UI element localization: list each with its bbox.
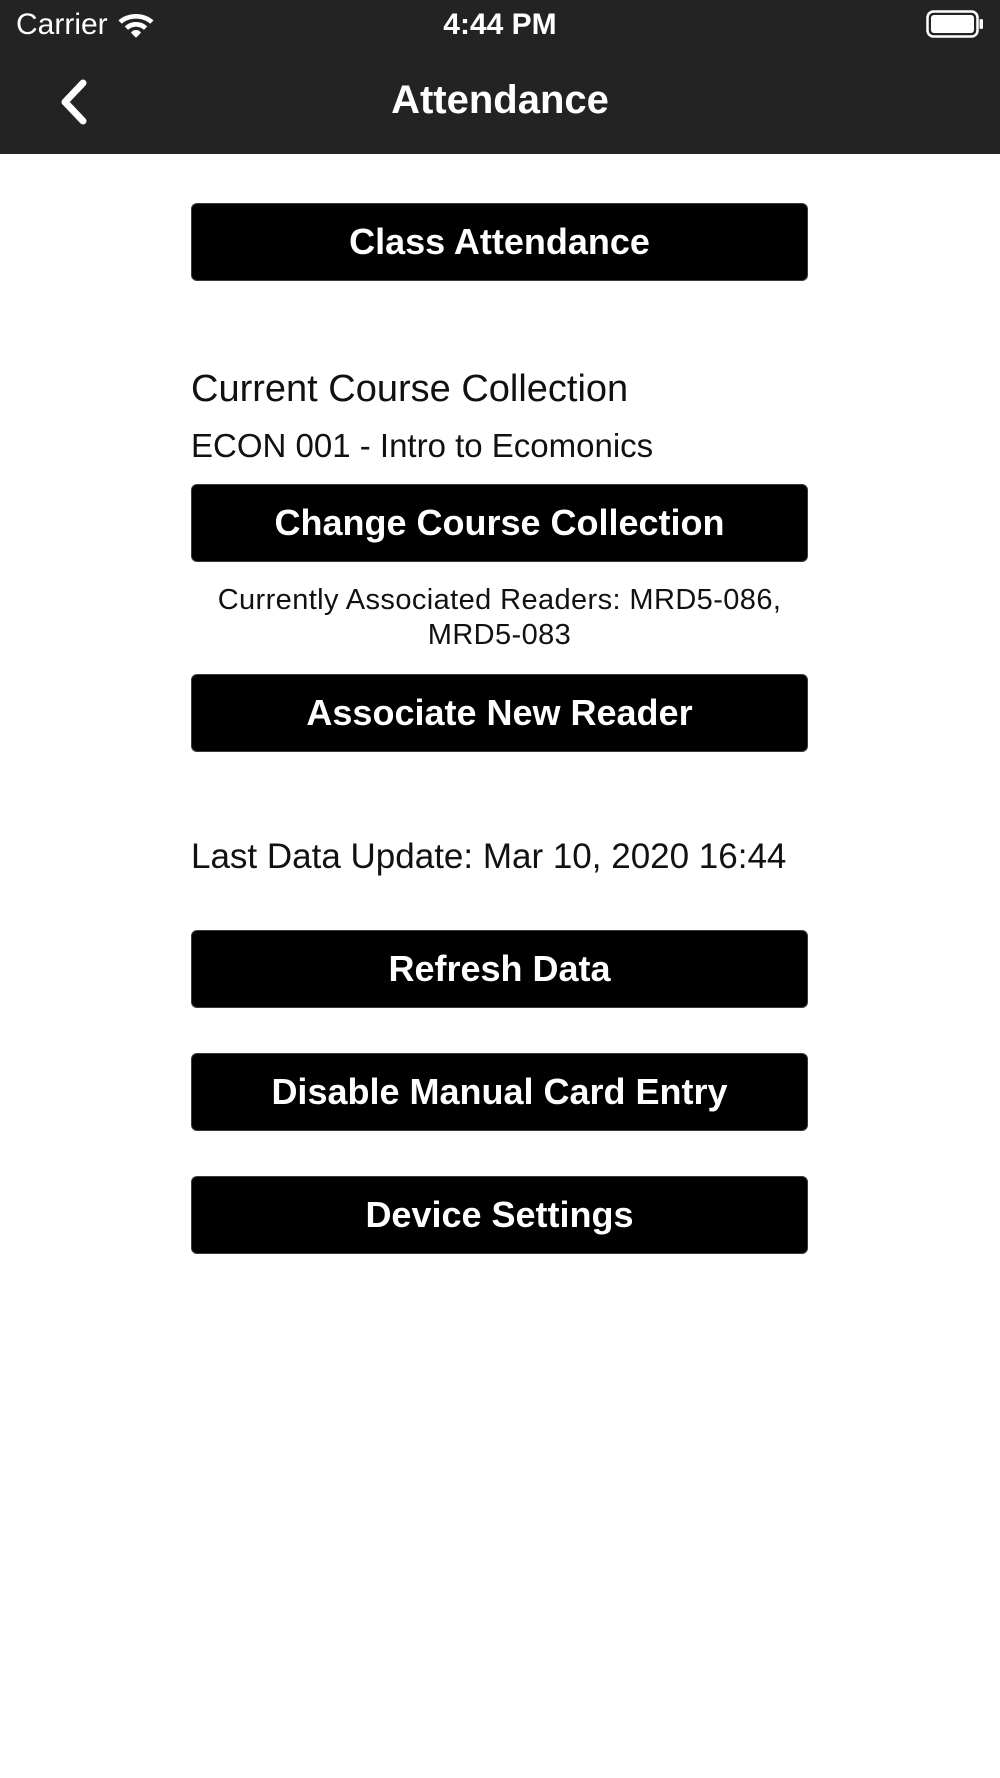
change-course-collection-button[interactable]: Change Course Collection	[191, 484, 808, 562]
disable-manual-card-entry-button[interactable]: Disable Manual Card Entry	[191, 1053, 808, 1131]
navigation-bar	[0, 0, 1000, 154]
carrier-label: Carrier	[16, 8, 108, 41]
course-collection-heading: Current Course Collection	[191, 368, 629, 410]
refresh-data-button[interactable]: Refresh Data	[191, 930, 808, 1008]
associate-new-reader-button[interactable]: Associate New Reader	[191, 674, 808, 752]
device-settings-button[interactable]: Device Settings	[191, 1176, 808, 1254]
status-time: 4:44 PM	[443, 8, 557, 41]
associated-readers-label: Currently Associated Readers: MRD5-086, MRD5-083	[217, 584, 782, 651]
class-attendance-button[interactable]: Class Attendance	[191, 203, 808, 281]
page-title: Attendance	[391, 78, 609, 122]
battery-full-icon	[926, 10, 984, 38]
course-name: ECON 001 - Intro to Ecomonics	[191, 427, 654, 464]
last-data-update-label: Last Data Update: Mar 10, 2020 16:44	[191, 837, 787, 876]
